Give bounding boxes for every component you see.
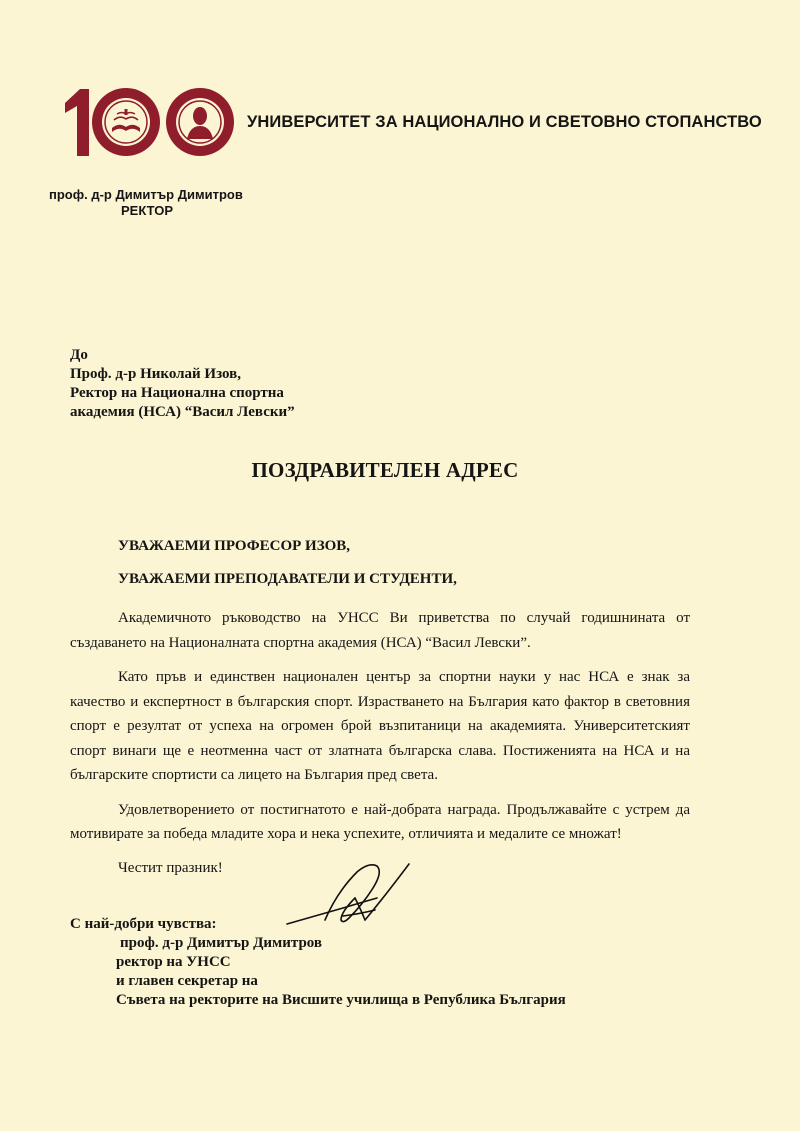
salutation-line: УВАЖАЕМИ ПРОФЕСОР ИЗОВ, <box>118 538 351 554</box>
salutation-line: УВАЖАЕМИ ПРЕПОДАВАТЕЛИ И СТУДЕНТИ, <box>118 571 457 587</box>
recipient-line: Ректор на Национална спортна <box>70 385 284 401</box>
closing-line: Честит празник! <box>118 860 223 876</box>
document-title: ПОЗДРАВИТЕЛЕН АДРЕС <box>251 458 519 482</box>
recipient-line: До <box>70 347 88 363</box>
recipient-block <box>70 346 295 422</box>
body-paragraph: Като пръв и единствен национален център за спортни науки у нас НСА е знак за качество и експертност в българския спорт. Израстването на България като фактор в световния спорт е резултат от успеха на огромен брой възпитаници на академията. Университетският спорт винаги ще е неотменна част от златната българска слава. Постиженията на НСА и на българските спортисти са лицето на България пред света. <box>70 669 690 783</box>
signatory-position: ректор на УНСС <box>116 954 231 970</box>
signatory-name: проф. д-р Димитър Димитров <box>120 935 323 951</box>
signatory-position: Съвета на ректорите на Висшите училища в Република България <box>116 992 566 1008</box>
letter-body <box>70 606 690 857</box>
university-name: УНИВЕРСИТЕТ ЗА НАЦИОНАЛНО И СВЕТОВНО СТОПАНСТВО <box>247 113 762 131</box>
header-rector-title: РЕКТОР <box>121 203 173 218</box>
body-paragraph: Удовлетворението от постигнатото е най-добрата награда. Продължавайте с устрем да мотивирате за победа младите хора и нека успехите, отличията и медалите се множат! <box>70 801 690 842</box>
signatory-position: и главен секретар на <box>116 973 258 989</box>
salutation-block <box>118 538 457 604</box>
header-rector-name: проф. д-р Димитър Димитров <box>49 187 243 202</box>
recipient-line: академия (НСА) “Васил Левски” <box>70 404 295 420</box>
signature-greeting: С най-добри чувства: <box>70 916 217 932</box>
unss-100-logo-icon <box>62 86 237 158</box>
body-paragraph: Академичното ръководство на УНСС Ви приветства по случай годишнината от създаването на Националната спортна академия (НСА) “Васил Левски”. <box>70 610 690 651</box>
signature-block <box>70 915 566 1010</box>
recipient-line: Проф. д-р Николай Изов, <box>70 366 242 382</box>
